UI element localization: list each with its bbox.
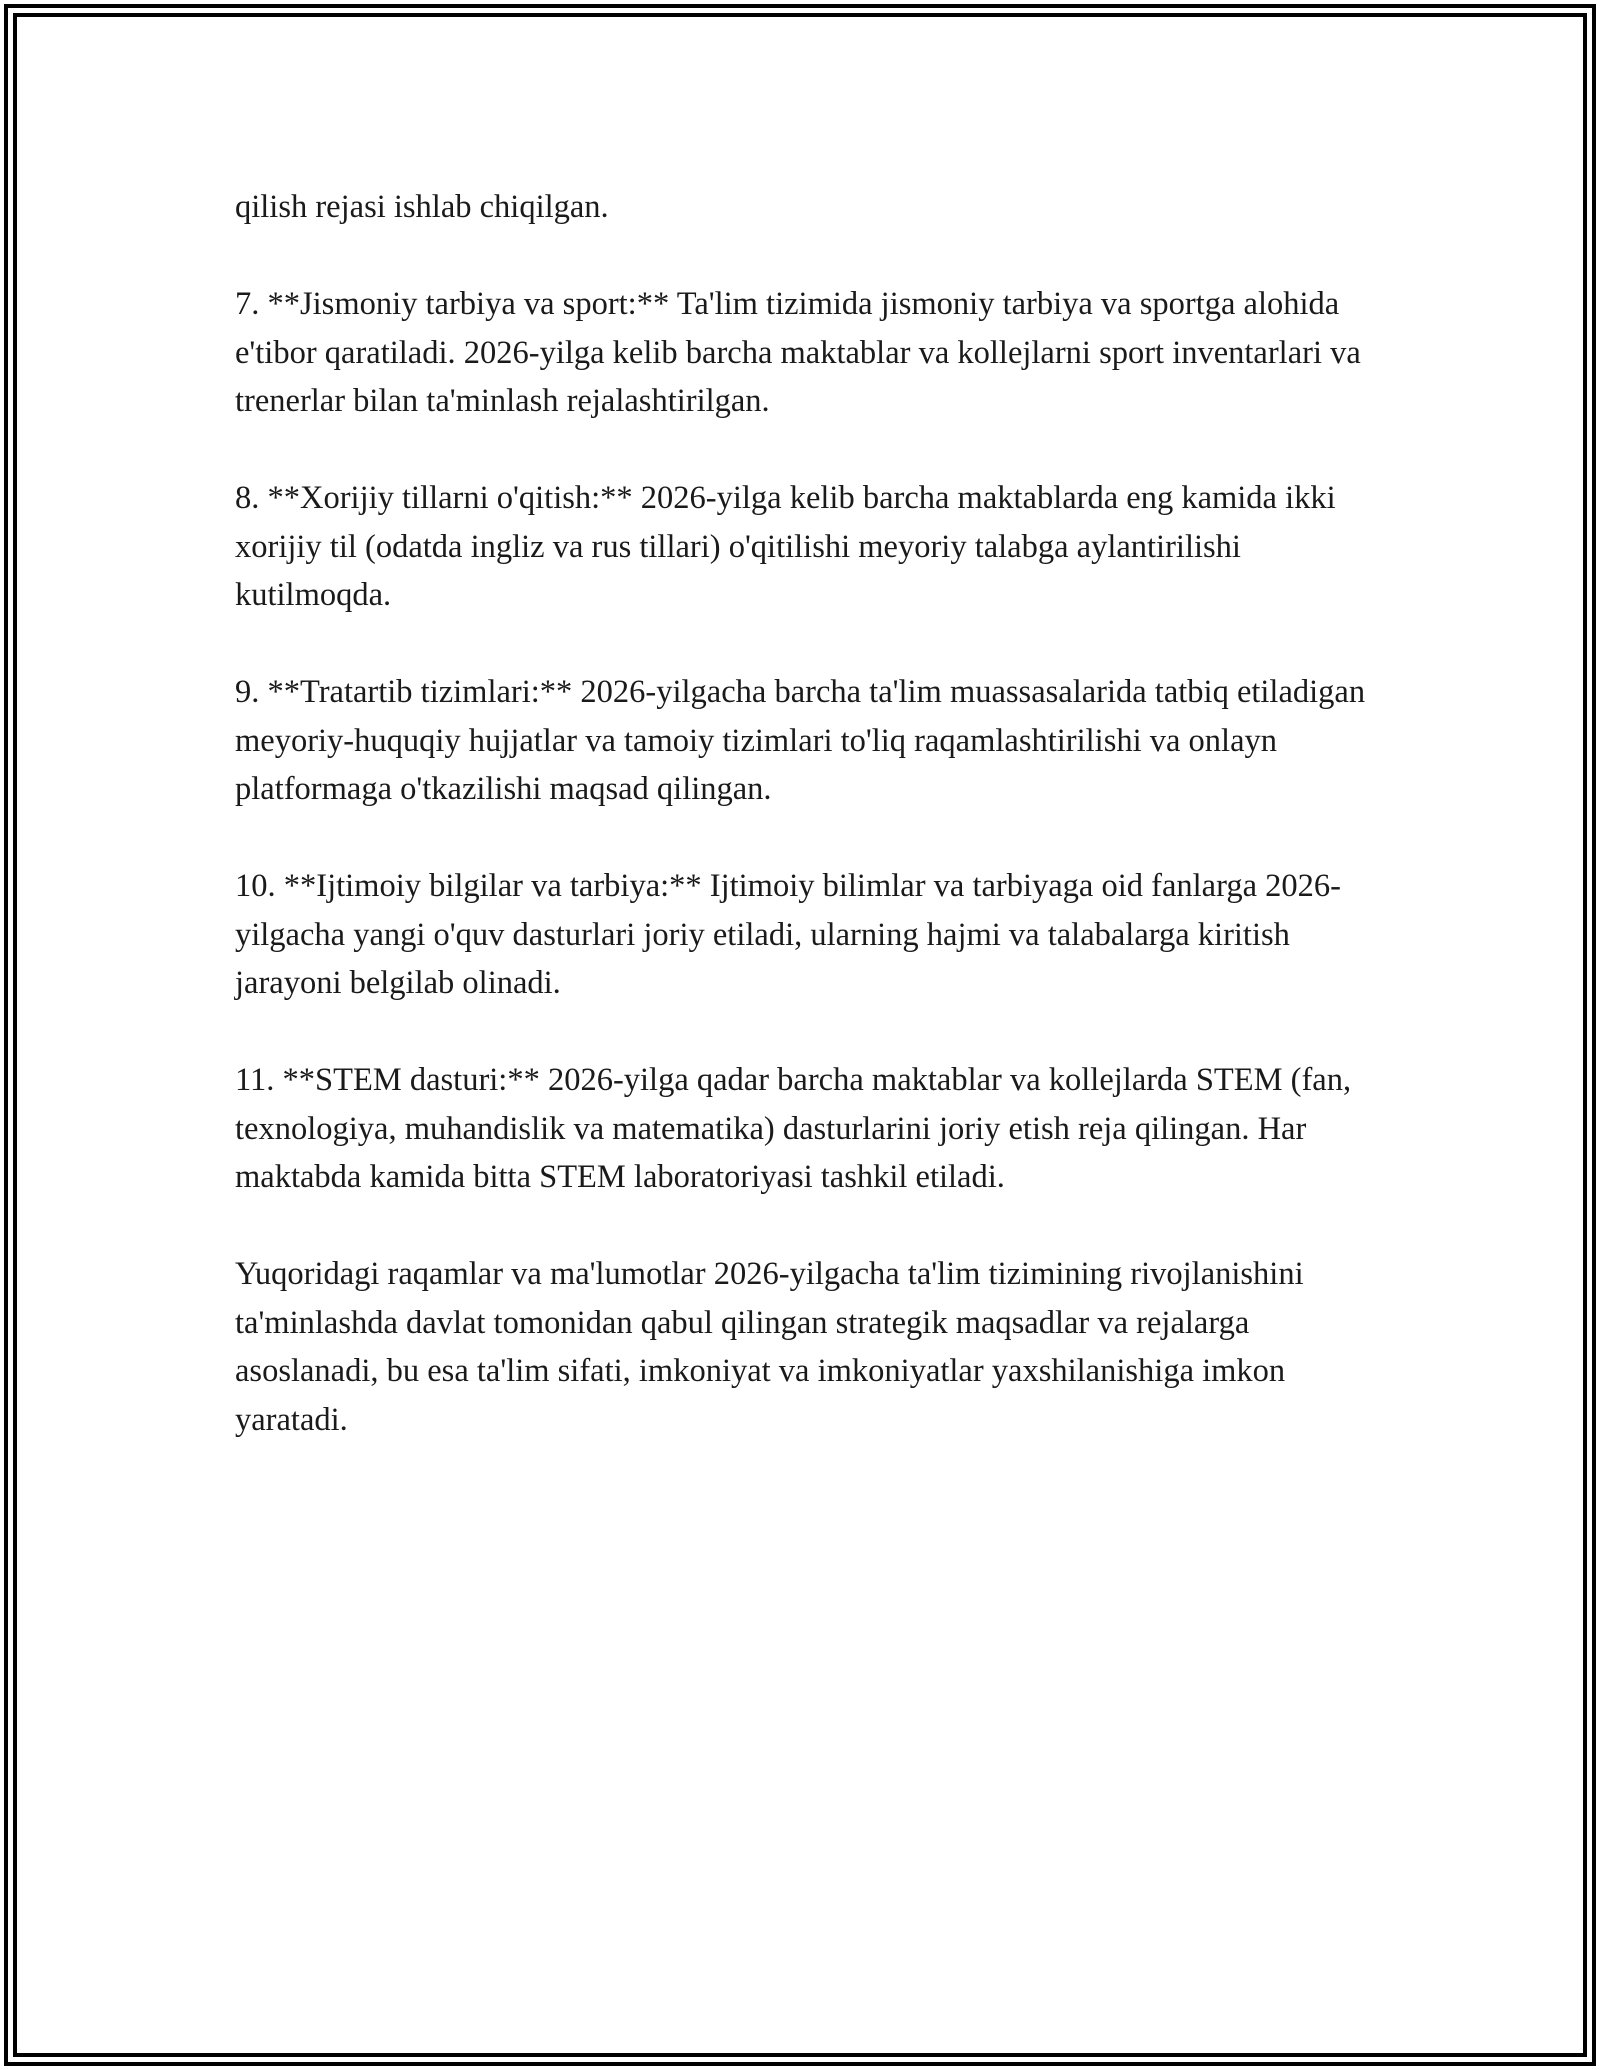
paragraph-continuation: qilish rejasi ishlab chiqilgan. [235,189,609,225]
paragraph-item-8: 8. **Xorijiy tillarni o'qitish:** 2026-yilga kelib barcha maktablarda eng kamida ikki xorijiy til (odatda ingliz va rus tillari) o'qitilishi meyoriy talabga aylantirilishi kutilmoqda. [235,480,1336,613]
paragraph-item-10: 10. **Ijtimoiy bilgilar va tarbiya:** Ijtimoiy bilimlar va tarbiyaga oid fanlarga 2026-yilgacha yangi o'quv dasturlari joriy etiladi, ularning hajmi va talabalarga kiritish jarayoni belgilab olinadi. [235,868,1341,1001]
document-body [235,183,1375,1444]
paragraph-item-11: 11. **STEM dasturi:** 2026-yilga qadar barcha maktablar va kollejlarda STEM (fan, texnologiya, muhandislik va matematika) dasturlarini joriy etish reja qilingan. Har maktabda kamida bitta STEM laboratoriyasi tashkil etiladi. [235,1062,1352,1195]
paragraph-item-7: 7. **Jismoniy tarbiya va sport:** Ta'lim tizimida jismoniy tarbiya va sportga alohida e'tibor qaratiladi. 2026-yilga kelib barcha maktablar va kollejlarni sport inventarlari va trenerlar bilan ta'minlash rejalashtirilgan. [235,286,1361,419]
paragraph-item-9: 9. **Tratartib tizimlari:** 2026-yilgacha barcha ta'lim muassasalarida tatbiq etiladigan meyoriy-huquqiy hujjatlar va tamoiy tizimlari to'liq raqamlashtirilishi va onlayn platformaga o'tkazilishi maqsad qilingan. [235,674,1366,807]
paragraph-conclusion: Yuqoridagi raqamlar va ma'lumotlar 2026-yilgacha ta'lim tizimining rivojlanishini ta'minlashda davlat tomonidan qabul qilingan strategik maqsadlar va rejalarga asoslanadi, bu esa ta'lim sifati, imkoniyat va imkoniyatlar yaxshilanishiga imkon yaratadi. [235,1256,1304,1438]
